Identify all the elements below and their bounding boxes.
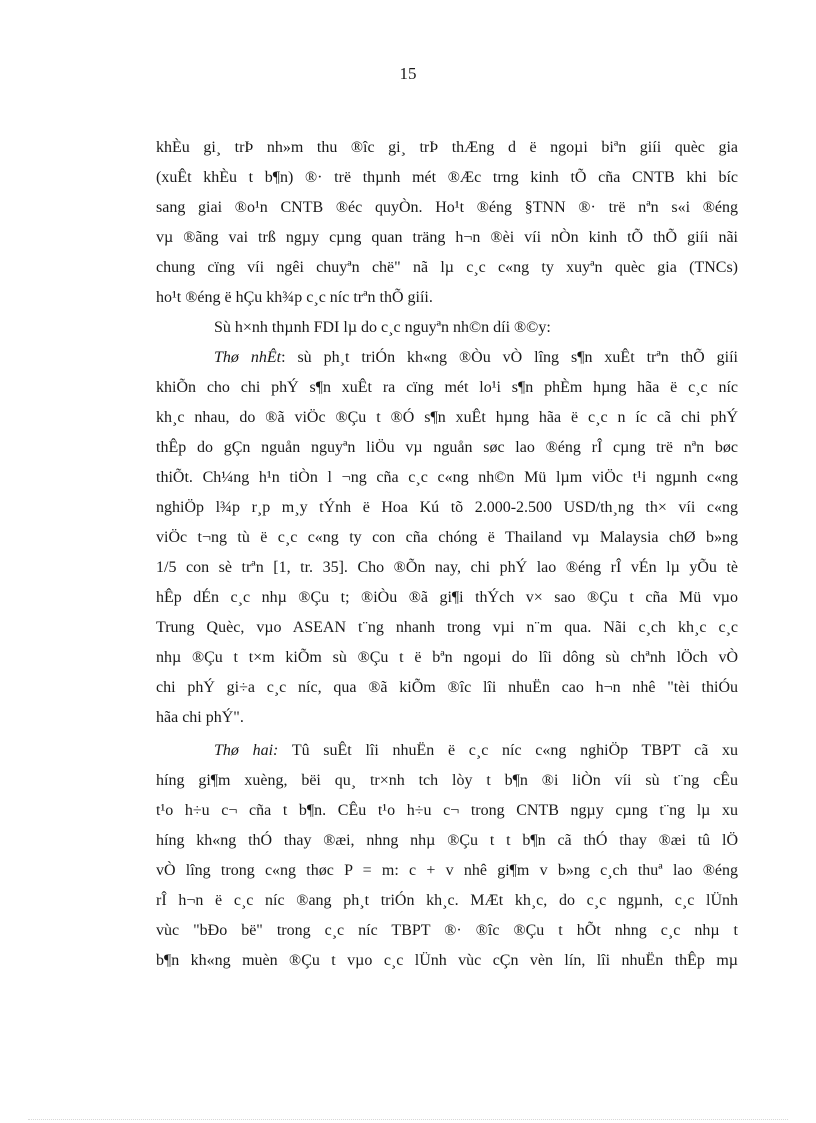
text-line xyxy=(156,463,738,493)
text-line xyxy=(156,796,738,826)
line-text: hãa chi phÝ". xyxy=(156,709,244,726)
page-bottom-divider xyxy=(28,1119,788,1120)
line-text: chi phÝ gi÷a c¸c níc, qua ®ã kiÕm ®îc lîi nhuËn cao h¬n nhê "tèi thiÓu xyxy=(156,679,738,696)
text-line xyxy=(156,163,738,193)
text-line xyxy=(156,493,738,523)
line-text: t¹o h÷u c¬ cña t b¶n. CÊu t¹o h÷u c¬ trong CNTB ngµy cµng t¨ng lµ xu xyxy=(156,802,738,819)
line-text: Trung Quèc, vµo ASEAN t¨ng nhanh trong vµi n¨m qua. Nãi c¸ch kh¸c c¸c xyxy=(156,619,738,636)
line-text: thÊp do gÇn nguån nguyªn liÖu vµ nguån søc lao ®éng rÎ cµng trë nªn bøc xyxy=(156,439,738,456)
text-line xyxy=(156,373,738,403)
line-text: híng kh«ng thÓ thay ®æi, nhng nhµ ®Çu t t b¶n cã thÓ thay ®æi tû lÖ xyxy=(156,832,738,849)
text-line xyxy=(156,826,738,856)
line-text: Sù h×nh thµnh FDI lµ do c¸c nguyªn nh©n díi ®©y: xyxy=(214,319,551,336)
text-line xyxy=(156,283,738,313)
text-line xyxy=(156,916,738,946)
text-line xyxy=(156,703,738,733)
line-text: thiÕt. Ch¼ng h¹n tiÒn l ¬ng cña c¸c c«ng nh©n Mü lµm viÖc t¹i ngµnh c«ng xyxy=(156,469,738,486)
text-line xyxy=(156,403,738,433)
text-line xyxy=(156,133,738,163)
line-text: ho¹t ®éng ë hÇu kh¾p c¸c níc trªn thÕ giíi. xyxy=(156,289,433,306)
line-text: chung cïng víi ngêi chuyªn chë" nã lµ c¸c c«ng ty xuyªn quèc gia (TNCs) xyxy=(156,259,738,276)
line-text: vµ ®ãng vai trß ngµy cµng quan träng h¬n ®èi víi nÒn kinh tÕ thÕ giíi nãi xyxy=(156,229,738,246)
text-line xyxy=(156,553,738,583)
text-line xyxy=(156,253,738,283)
text-line xyxy=(156,736,738,766)
line-text: nhµ ®Çu t t×m kiÕm sù ®Çu t ë bªn ngoµi do lîi dông sù chªnh lÖch vÒ xyxy=(156,649,738,666)
line-text: vùc "bÐo bë" trong c¸c níc TBPT ®· ®îc ®Çu t hÕt nhng c¸c nhµ t xyxy=(156,922,738,939)
line-text: khÈu gi¸ trÞ nh»m thu ®îc gi¸ trÞ thÆng d ë ngoµi biªn giíi quèc gia xyxy=(156,139,738,156)
text-line xyxy=(156,946,738,976)
body-text xyxy=(156,133,738,976)
page-number: 15 xyxy=(399,64,417,83)
line-text: híng gi¶m xuèng, bëi qu¸ tr×nh tch lòy t b¶n ®i liÒn víi sù t¨ng cÊu xyxy=(156,772,738,789)
text-line xyxy=(156,643,738,673)
line-text: khiÕn cho chi phÝ s¶n xuÊt ra cïng mét lo¹i s¶n phÈm hµng hãa ë c¸c níc xyxy=(156,379,738,396)
line-text: : sù ph¸t triÓn kh«ng ®Òu vÒ lîng s¶n xuÊt trªn thÕ giíi xyxy=(281,349,738,366)
line-text: b¶n kh«ng muèn ®Çu t vµo c¸c lÜnh vùc cÇn vèn lín, lîi nhuËn thÊp mµ xyxy=(156,952,738,969)
text-line xyxy=(156,886,738,916)
text-line xyxy=(156,193,738,223)
text-line xyxy=(156,613,738,643)
text-line xyxy=(156,523,738,553)
line-text: viÖc t¬ng tù ë c¸c c«ng ty con cña chóng ë Thailand vµ Malaysia chØ b»ng xyxy=(156,529,738,546)
paragraph-lead-label: Thø hai: xyxy=(214,742,279,759)
line-text: hÊp dÉn c¸c nhµ ®Çu t; ®iÒu ®ã gi¶i thÝch v× sao ®Çu t cña Mü vµo xyxy=(156,589,738,606)
line-text: nghiÖp l¾p r¸p m¸y tÝnh ë Hoa Kú tõ 2.000-2.500 USD/th¸ng th× víi c«ng xyxy=(156,499,738,516)
line-text: sang giai ®o¹n CNTB ®éc quyÒn. Ho¹t ®éng §TNN ®· trë nªn s«i ®éng xyxy=(156,199,738,216)
text-line xyxy=(156,433,738,463)
text-line xyxy=(156,673,738,703)
text-line xyxy=(156,343,738,373)
text-line xyxy=(156,313,738,343)
line-text: (xuÊt khÈu t b¶n) ®· trë thµnh mét ®Æc trng kinh tÕ cña CNTB khi bíc xyxy=(156,169,738,186)
line-text: 1/5 con sè trªn [1, tr. 35]. Cho ®Õn nay, chi phÝ lao ®éng rÎ vÉn lµ yÕu tè xyxy=(156,559,738,576)
text-line xyxy=(156,766,738,796)
text-line xyxy=(156,583,738,613)
paragraph-lead-label: Thø nhÊt xyxy=(214,349,282,366)
line-text: vÒ lîng trong c«ng thøc P = m: c + v nhê gi¶m v b»ng c¸ch thuª lao ®éng xyxy=(156,862,738,879)
line-text: rÎ h¬n ë c¸c níc ®ang ph¸t triÓn kh¸c. MÆt kh¸c, do c¸c ngµnh, c¸c lÜnh xyxy=(156,892,738,909)
line-text: Tû suÊt lîi nhuËn ë c¸c níc c«ng nghiÖp TBPT cã xu xyxy=(278,742,739,759)
line-text: kh¸c nhau, do ®ã viÖc ®Çu t ®Ó s¶n xuÊt hµng hãa ë c¸c n íc cã chi phÝ xyxy=(156,409,738,426)
text-line xyxy=(156,223,738,253)
text-line xyxy=(156,856,738,886)
